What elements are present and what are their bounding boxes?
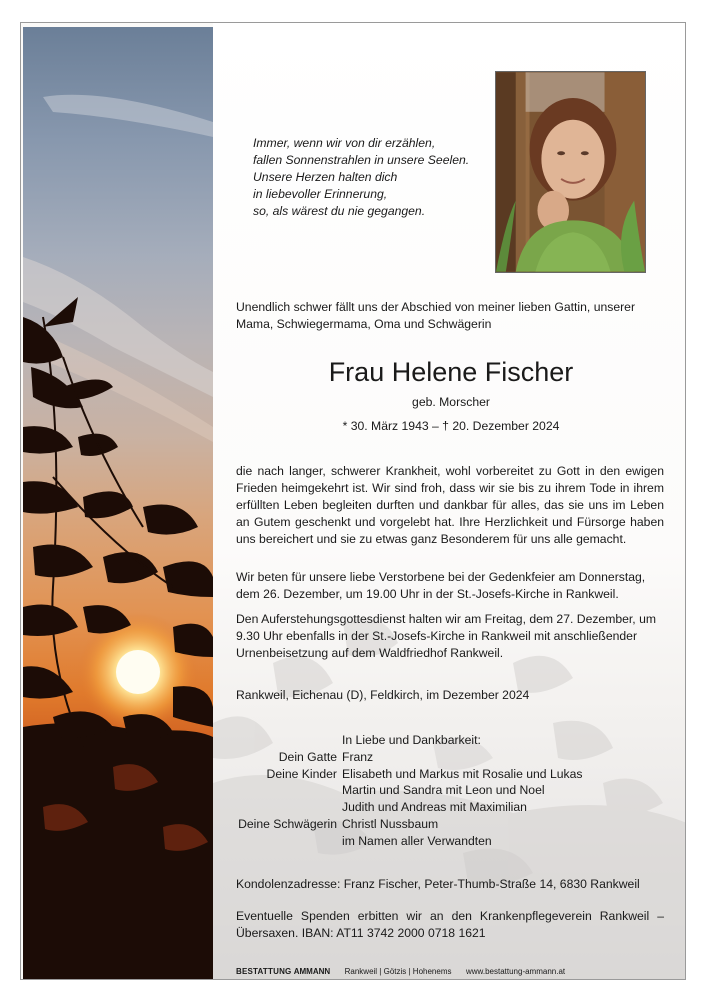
body-paragraph: Wir beten für unsere liebe Verstorbene bei der Gedenkfeier am Donnerstag, dem 26. Dezember, um 19.00 Uhr in der St.-Josefs-Kirche in Rankweil. — [236, 570, 646, 601]
family-relation — [221, 833, 342, 850]
quote-line: fallen Sonnenstrahlen in unsere Seelen. — [253, 153, 470, 167]
family-names: Franz — [342, 749, 374, 764]
family-names: Martin und Sandra mit Leon und Noel — [342, 783, 545, 798]
family-heading-row — [221, 732, 661, 749]
brand-website[interactable]: www.bestattung-ammann.at — [465, 967, 566, 976]
intro-text: Unendlich schwer fällt uns der Abschied von meiner lieben Gattin, unserer Mama, Schwiegermama, Oma und Schwägerin — [236, 300, 636, 331]
family-relation: Dein Gatte — [278, 749, 337, 764]
body-paragraph: die nach langer, schwerer Krankheit, wohl vorbereitet zu Gott in den ewigen Frieden heimgekehrt ist. Wir sind froh, dass wir sie bis zu ihrem Tode in ihrem erfüllten Leben begleiten durften und dankbar für alles, das sie uns im Leben an Gutem geschenkt und vorgelebt hat. Ihre Herzlichkeit und Fürsorge haben uns bereichert und sie zu etwas ganz Besonderem für uns alle gemacht. — [236, 464, 664, 546]
family-row — [221, 816, 661, 833]
family-names: Judith und Andreas mit Maximilian — [342, 800, 527, 815]
family-relation: Deine Schwägerin — [238, 816, 337, 831]
body-paragraph: Den Auferstehungsgottesdienst halten wir am Freitag, dem 27. Dezember, um 9.30 Uhr ebenfalls in der St.-Josefs-Kirche in Rankweil mit anschließender Urnenbeisetzung auf dem Waldfriedhof Rankweil. — [236, 612, 657, 660]
family-row — [221, 782, 661, 799]
family-list — [221, 732, 661, 850]
family-relation: Deine Kinder — [266, 766, 337, 781]
brand-locations: Rankweil | Götzis | Hohenems — [344, 967, 452, 976]
portrait-photo — [495, 71, 646, 273]
family-relation — [221, 782, 342, 799]
life-dates: * 30. März 1943 – † 20. Dezember 2024 — [342, 419, 560, 433]
family-names: Elisabeth und Markus mit Rosalie und Lukas — [342, 766, 583, 781]
family-names: Christl Nussbaum — [342, 816, 439, 831]
quote-line: Unsere Herzen halten dich — [253, 170, 398, 184]
condolence-address: Kondolenzadresse: Franz Fischer, Peter-Thumb-Straße 14, 6830 Rankweil — [236, 877, 640, 891]
place-date: Rankweil, Eichenau (D), Feldkirch, im Dezember 2024 — [236, 688, 530, 702]
family-heading: In Liebe und Dankbarkeit: — [342, 733, 481, 747]
quote-line: in liebevoller Erinnerung, — [253, 187, 388, 201]
quote-line: Immer, wenn wir von dir erzählen, — [253, 136, 436, 150]
family-row — [221, 749, 661, 766]
sunset-foliage-graphic — [23, 27, 213, 979]
family-row — [221, 799, 661, 816]
brand-prefix: BESTATTUNG — [236, 967, 292, 976]
quote-line: so, als wärest du nie gegangen. — [253, 204, 426, 218]
family-names: im Namen aller Verwandten — [342, 833, 492, 848]
memorial-quote — [253, 135, 503, 220]
brand-name: AMMANN — [293, 967, 331, 976]
funeral-home-footer — [236, 967, 666, 977]
maiden-name: geb. Morscher — [412, 395, 490, 409]
family-relation — [221, 799, 342, 816]
obituary-card — [20, 22, 686, 980]
deceased-name: Frau Helene Fischer — [328, 357, 574, 387]
family-row — [221, 833, 661, 850]
portrait-graphic — [496, 72, 645, 272]
donation-note: Eventuelle Spenden erbitten wir an den Krankenpflegeverein Rankweil – Übersaxen. IBAN: AT11 3742 2000 0718 1621 — [236, 909, 664, 940]
sunset-photo — [23, 27, 213, 979]
family-row — [221, 766, 661, 783]
